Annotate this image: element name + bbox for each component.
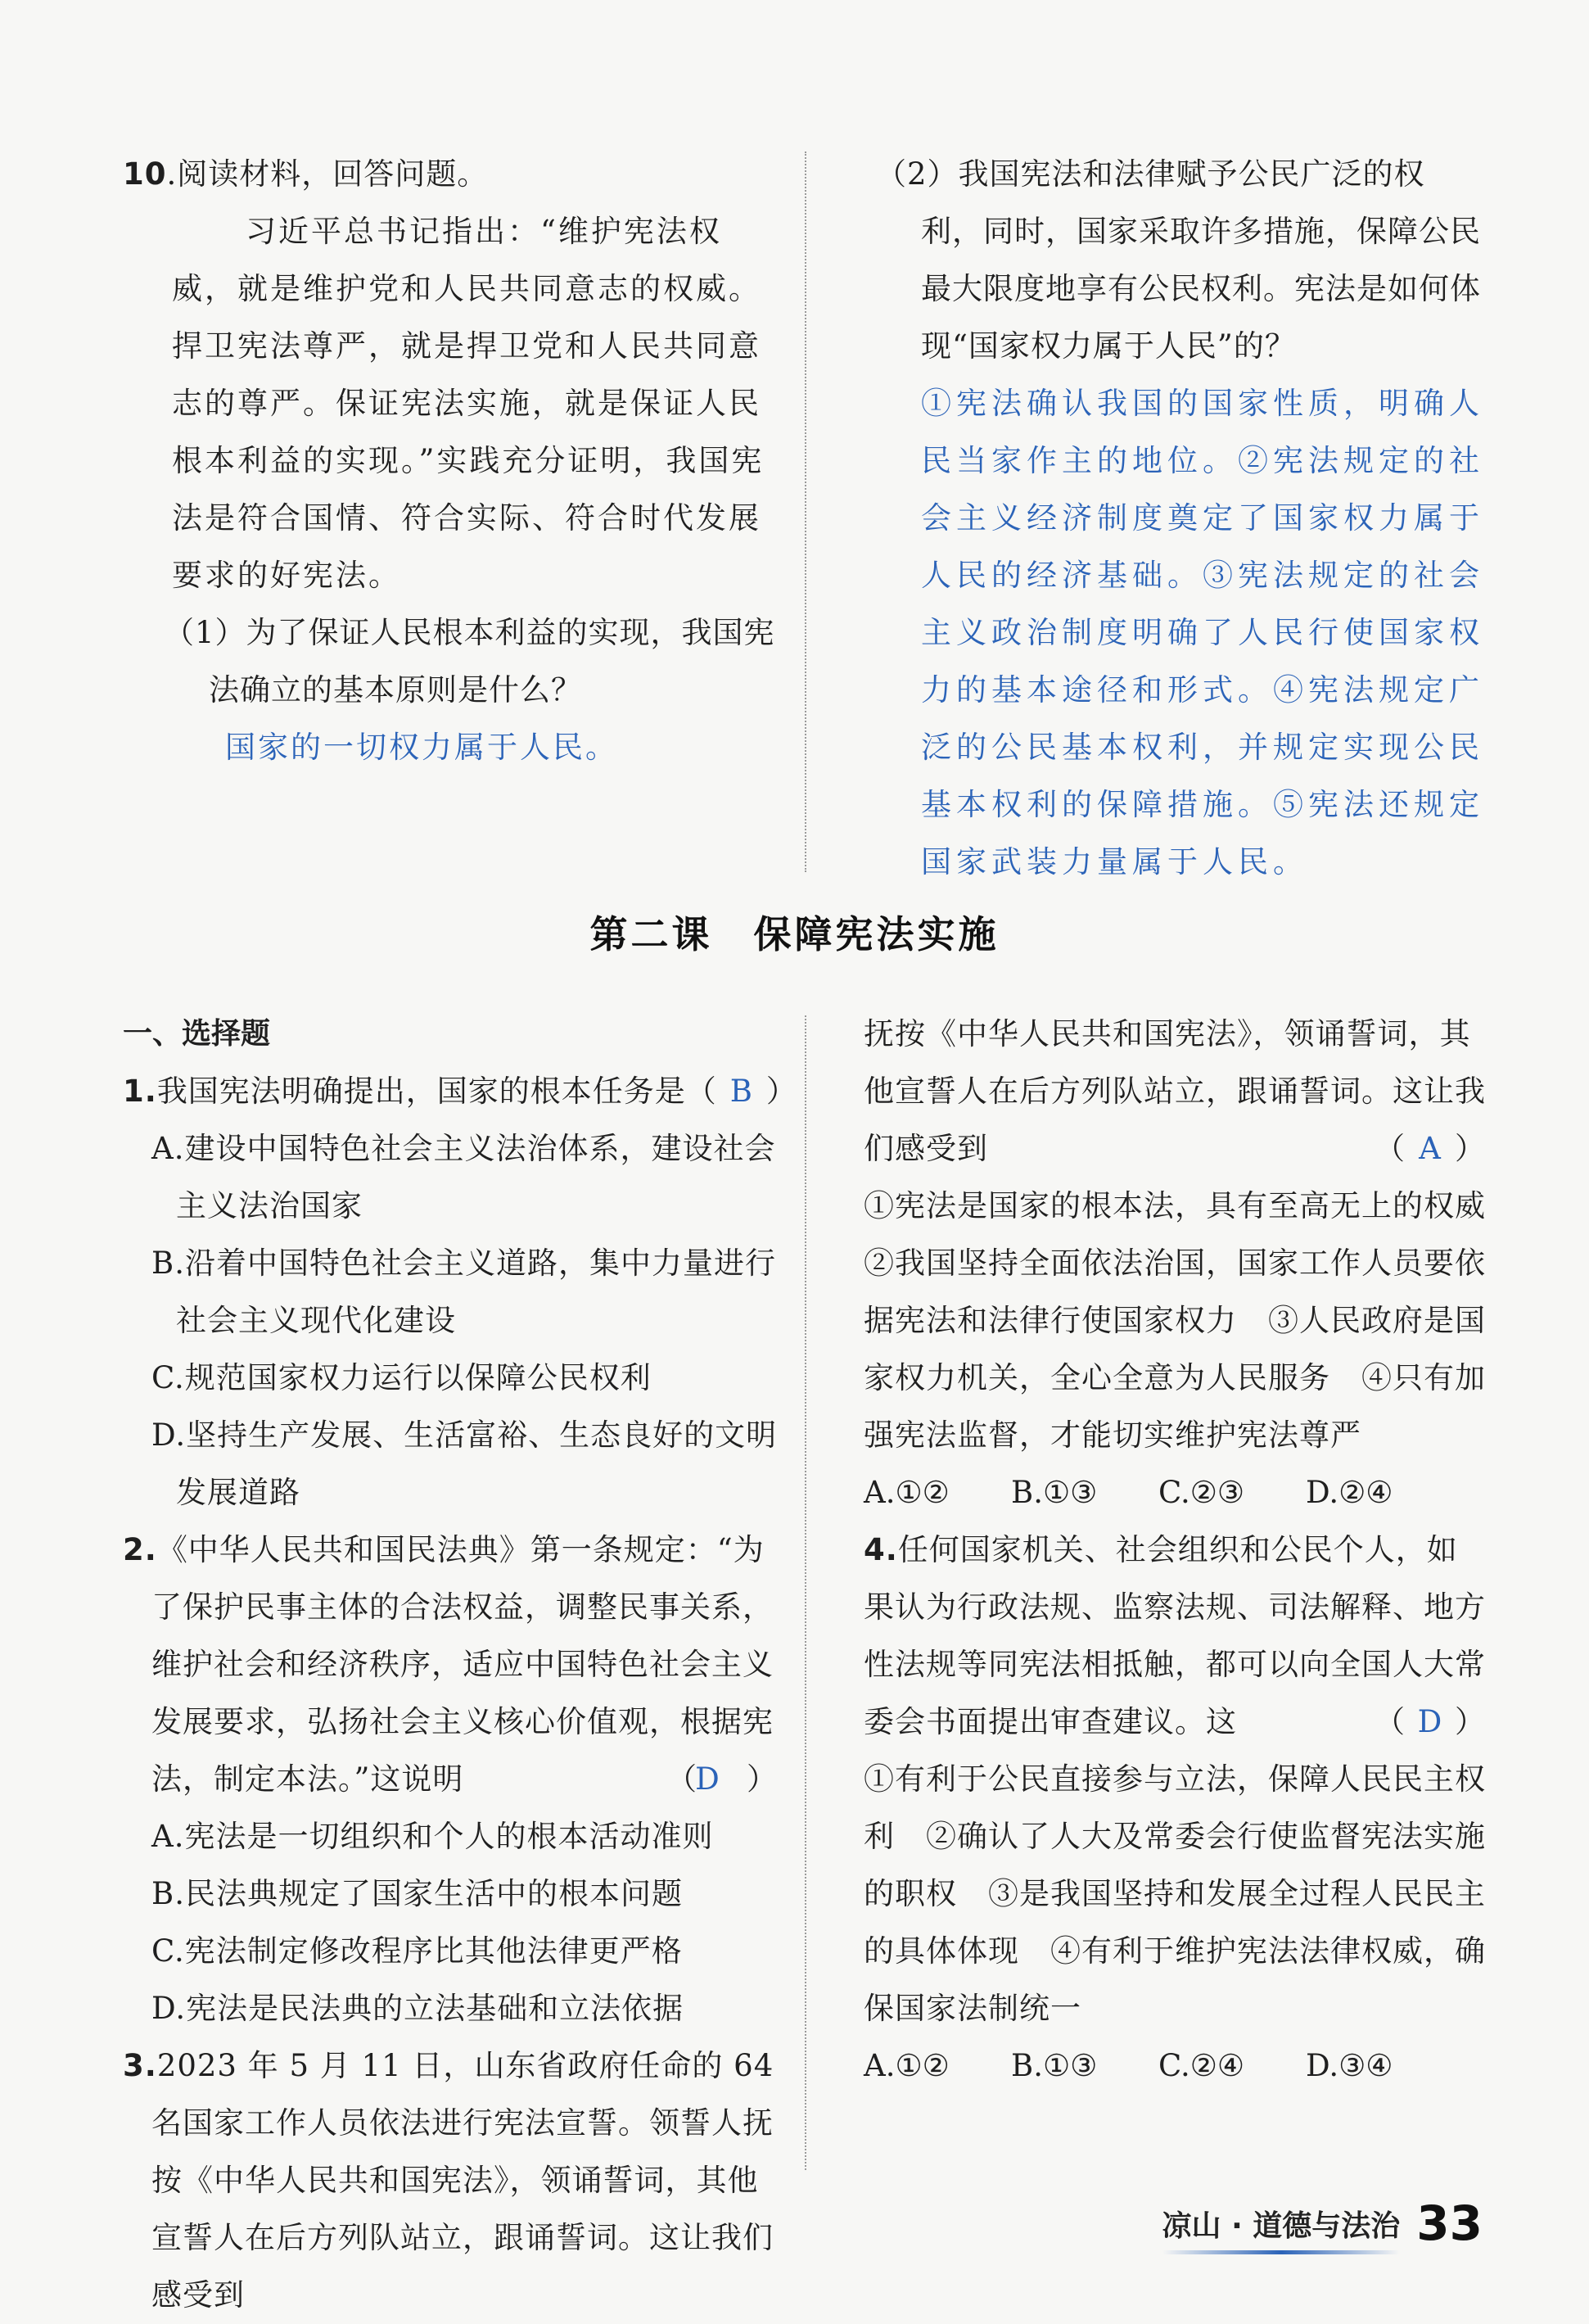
q1-option-a: A.建设中国特色社会主义法治体系，建设社会主义法治国家 xyxy=(151,1131,776,1223)
mc-left-column xyxy=(123,1006,797,2313)
q3-options xyxy=(864,1464,1486,1521)
footer-course: 凉山 · 道德与法治 xyxy=(1162,2203,1401,2245)
q2-option-a: A.宪法是一切组织和个人的根本活动准则 xyxy=(151,1819,714,1854)
column-divider-bottom xyxy=(805,1015,806,2170)
q1-answer: B xyxy=(729,1074,753,1109)
q3-statements: ①宪法是国家的根本法，具有至高无上的权威 ②我国坚持全面依法治国，国家工作人员要依据宪法和法律行使国家权力 ③人民政府是国家权力机关，全心全意为人民服务 ④只有加强宪法监督，才能切实维护宪法尊严 xyxy=(864,1188,1517,1453)
q4-answer-bracket: （ D ） xyxy=(1375,1693,1486,1751)
q3-stem-part1: 3.2023 年 5 月 11 日，山东省政府任命的 64 名国家工作人员依法进行宪法宣誓。领誓人抚按《中华人民共和国宪法》，领诵誓词，其他宣誓人在后方列队站立，跟诵誓词。这让我们感受到 xyxy=(123,2048,774,2313)
q10-sub1-question: （1）为了保证人民根本利益的实现，我国宪法确立的基本原则是什么？ xyxy=(164,615,775,708)
q3-option-c: C.②③ xyxy=(1158,1475,1245,1510)
q2-option-b: B.民法典规定了国家生活中的根本问题 xyxy=(151,1876,683,1911)
q4-option-d: D.③④ xyxy=(1306,2048,1393,2083)
q4-answer: D xyxy=(1417,1704,1443,1739)
q2-option-d: D.宪法是民法典的立法基础和立法依据 xyxy=(151,1991,684,2026)
question-2 xyxy=(123,1521,778,2037)
q3-answer-bracket: （ A ） xyxy=(1375,1120,1486,1178)
column-divider-top xyxy=(805,151,806,872)
q10-sub1-answer: 国家的一切权力属于人民。 xyxy=(225,730,618,765)
q2-answer: D xyxy=(695,1761,720,1797)
q1-option-c: C.规范国家权力运行以保障公民权利 xyxy=(151,1360,652,1395)
q3-stem: 2023 年 5 月 11 日，山东省政府任命的 64 名国家工作人员依法进行宪法宣誓。领誓人抚按《中华人民共和国宪法》，领诵誓词，其他宣誓人在后方列队站立，跟诵誓词。这让我们感受到 xyxy=(151,2048,774,2313)
q2-option-c: C.宪法制定修改程序比其他法律更严格 xyxy=(151,1933,683,1969)
q10-sub2-question: （2）我国宪法和法律赋予公民广泛的权利，同时，国家采取许多措施，保障公民最大限度地享有公民权利。宪法是如何体现“国家权力属于人民”的？ xyxy=(876,156,1481,364)
q3-option-a: A.①② xyxy=(864,1475,950,1510)
q2-stem: 2.《中华人民共和国民法典》第一条规定：“为了保护民事主体的合法权益，调整民事关系，维护社会和经济秩序，适应中国特色社会主义发展要求，弘扬社会主义核心价值观，根据宪法，制定本法。”这说明 （D ） xyxy=(123,1521,778,1808)
q10-stem: 10.阅读材料，回答问题。 xyxy=(123,156,489,192)
q3-option-d: D.②④ xyxy=(1306,1475,1393,1510)
q3-answer: A xyxy=(1419,1131,1442,1166)
q3-option-b: B.①③ xyxy=(1011,1475,1098,1510)
question-4 xyxy=(864,1521,1486,2095)
question-3-continued xyxy=(864,1006,1517,1521)
q4-options xyxy=(864,2037,1486,2095)
q2-answer-bracket: （D ） xyxy=(695,1751,778,1808)
q4-option-c: C.②④ xyxy=(1158,2048,1245,2083)
mc-right-column xyxy=(864,1006,1517,2095)
q1-option-d: D.坚持生产发展、生活富裕、生态良好的文明发展道路 xyxy=(151,1417,778,1510)
question-3-start xyxy=(123,2037,778,2313)
page-number: 33 xyxy=(1416,2195,1483,2251)
q4-statements: ①有利于公民直接参与立法，保障人民民主权利 ②确认了人大及常委会行使监督宪法实施的职权 ③是我国坚持和发展全过程人民民主的具体体现 ④有利于维护宪法法律权威，确保国家法制统一 xyxy=(864,1761,1486,2026)
page-footer xyxy=(1162,2195,1483,2252)
q4-option-b: B.①③ xyxy=(1011,2048,1098,2083)
question-1 xyxy=(123,1063,797,1521)
q10-sub2-answer: ①宪法确认我国的国家性质，明确人民当家作主的地位。②宪法规定的社会主义经济制度奠定了国家权力属于人民的经济基础。③宪法规定的社会主义政治制度明确了人民行使国家权力的基本途径和形式。④宪法规定广泛的公民基本权利，并规定实现公民基本权利的保障措施。⑤宪法还规定国家武装力量属于人民。 xyxy=(921,386,1484,879)
q10-left-column xyxy=(123,146,778,776)
q10-material: 习近平总书记指出：“维护宪法权威，就是维护党和人民共同意志的权威。捍卫宪法尊严，就是捍卫党和人民共同意志的尊严。保证宪法实施，就是保证人民根本利益的实现。”实践充分证明，我国宪法是符合国情、符合实际、符合时代发展要求的好宪法。 xyxy=(172,214,765,593)
section-title: 一、选择题 xyxy=(123,1017,271,1051)
q3-stem-continued: 抚按《中华人民共和国宪法》，领诵誓词，其他宣誓人在后方列队站立，跟诵誓词。这让我们感受到 （ A ） xyxy=(864,1006,1486,1178)
q1-option-b: B.沿着中国特色社会主义道路，集中力量进行社会主义现代化建设 xyxy=(151,1246,776,1338)
q4-stem: 4.任何国家机关、社会组织和公民个人，如果认为行政法规、监察法规、司法解释、地方性法规等同宪法相抵触，都可以向全国人大常委会书面提出审查建议。这 （ D ） xyxy=(864,1521,1486,1751)
q10-right-column xyxy=(864,146,1486,891)
q1-stem: 1.我国宪法明确提出，国家的根本任务是（ B ） xyxy=(123,1063,778,1120)
lesson-title: 第二课 保障宪法实施 xyxy=(589,912,1000,956)
q4-option-a: A.①② xyxy=(864,2048,950,2083)
